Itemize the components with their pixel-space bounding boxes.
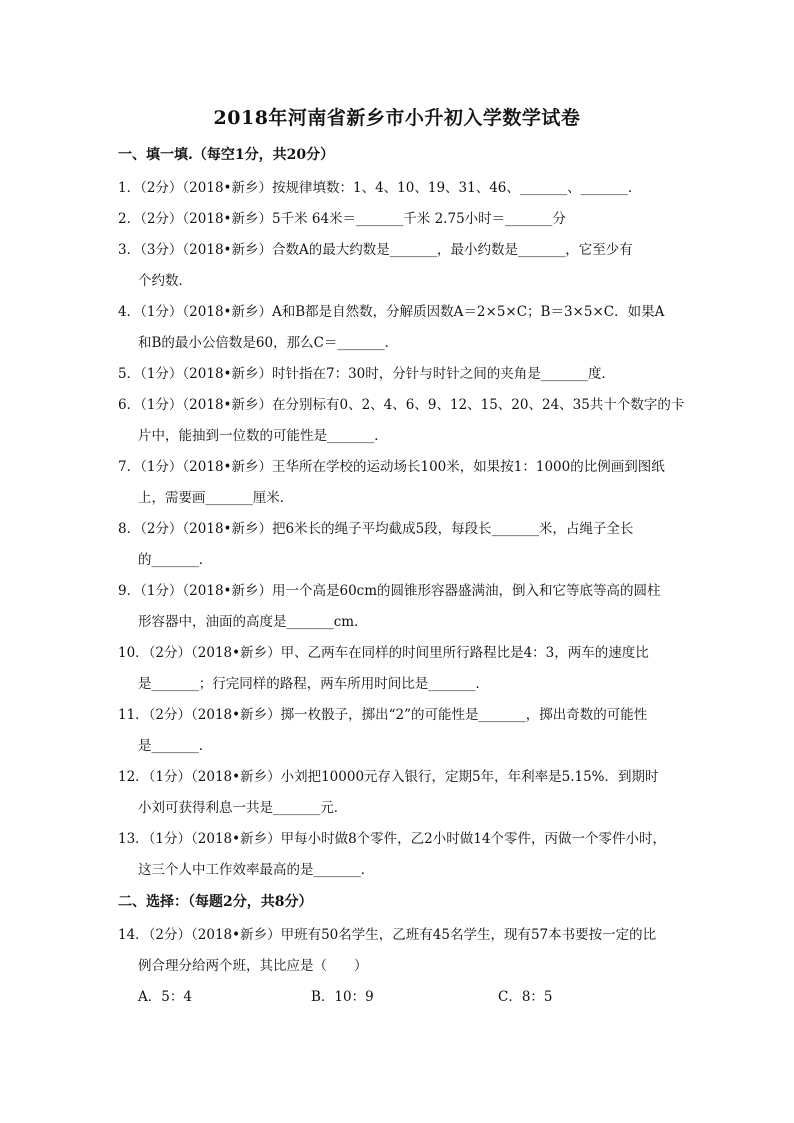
question-line: 2．（2分）（2018•新乡）5千米 64米＝_______千米 2.75小时＝_______分 [118,211,566,227]
question-line: 3．（3分）（2018•新乡）合数A的最大约数是_______，最小约数是_______，它至少有 [118,242,633,258]
question-line-continued: 个约数． [138,273,192,289]
question-5 [118,363,678,385]
question-line: 8．（2分）（2018•新乡）把6米长的绳子平均截成5段，每段长_______米，占绳子全长 [118,521,634,537]
question-7 [118,456,678,509]
question-6 [118,394,685,447]
question-line: 9．（1分）（2018•新乡）用一个高是60cm的圆锥形容器盛满油，倒入和它等底等高的圆柱 [118,583,661,599]
question-line: 10．（2分）（2018•新乡）甲、乙两车在同样的时间里所行路程比是4：3，两车的速度比 [118,645,649,661]
question-line-continued: 的_______． [138,552,213,568]
question-line-continued: 例合理分给两个班，其比应是（ ） [138,958,368,974]
option-c: C．8：5 [498,989,553,1005]
question-12 [118,766,678,819]
question-line: 1．（2分）（2018•新乡）按规律填数：1、4、10、19、31、46、_______、_______． [118,180,642,196]
question-line-continued: 小刘可获得利息一共是_______元． [138,800,348,816]
option-b: B．10：9 [311,989,374,1005]
choice-options [118,986,678,1008]
question-line-continued: 形容器中，油面的高度是_______cm． [138,614,368,630]
question-2 [118,208,678,230]
question-line: 7．（1分）（2018•新乡）王华所在学校的运动场长100米，如果按1：1000的比例画到图纸 [118,459,665,475]
section-heading-fill-in: 一、填一填.（每空1分，共20分） [118,147,335,163]
question-line-continued: 片中，能抽到一位数的可能性是_______． [138,428,388,444]
question-line: 6．（1分）（2018•新乡）在分别标有0、2、4、6、9、12、15、20、24、35共十个数字的卡 [118,397,685,413]
question-8 [118,518,678,571]
question-4 [118,301,678,354]
question-9 [118,580,678,633]
question-14 [118,924,678,1008]
section-heading-choice: 二、选择：（每题2分，共8分） [118,894,313,910]
question-line: 11．（2分）（2018•新乡）掷一枚骰子，掷出“2”的可能性是_______，掷出奇数的可能性 [118,707,648,723]
question-line: 14．（2分）（2018•新乡）甲班有50名学生，乙班有45名学生，现有57本书要按一定的比 [118,927,657,943]
question-line-continued: 上，需要画_______厘米． [138,490,294,506]
page-title: 2018年河南省新乡市小升初入学数学试卷 [213,107,581,129]
question-13 [118,828,678,881]
question-line-continued: 和B的最小公倍数是60，那么C＝_______． [138,335,399,351]
question-10 [118,642,678,695]
question-11 [118,704,678,757]
question-line-continued: 这三个人中工作效率最高的是_______． [138,862,375,878]
question-3 [118,239,678,292]
question-1 [118,177,678,199]
question-line: 5．（1分）（2018•新乡）时针指在7：30时，分针与时针之间的夹角是_______度． [118,366,616,382]
question-line: 4．（1分）（2018•新乡）A和B都是自然数，分解质因数A＝2×5×C；B＝3×5×C．如果A [118,304,665,320]
question-line: 13．（1分）（2018•新乡）甲每小时做8个零件，乙2小时做14个零件，丙做一个零件小时， [118,831,666,847]
question-line-continued: 是_______． [138,738,213,754]
exam-content [118,143,685,1017]
option-a: A．5：4 [138,989,192,1005]
question-line-continued: 是_______；行完同样的路程，两车所用时间比是_______． [138,676,489,692]
question-line: 12．（1分）（2018•新乡）小刘把10000元存入银行，定期5年，年利率是5.15%．到期时 [118,769,659,785]
